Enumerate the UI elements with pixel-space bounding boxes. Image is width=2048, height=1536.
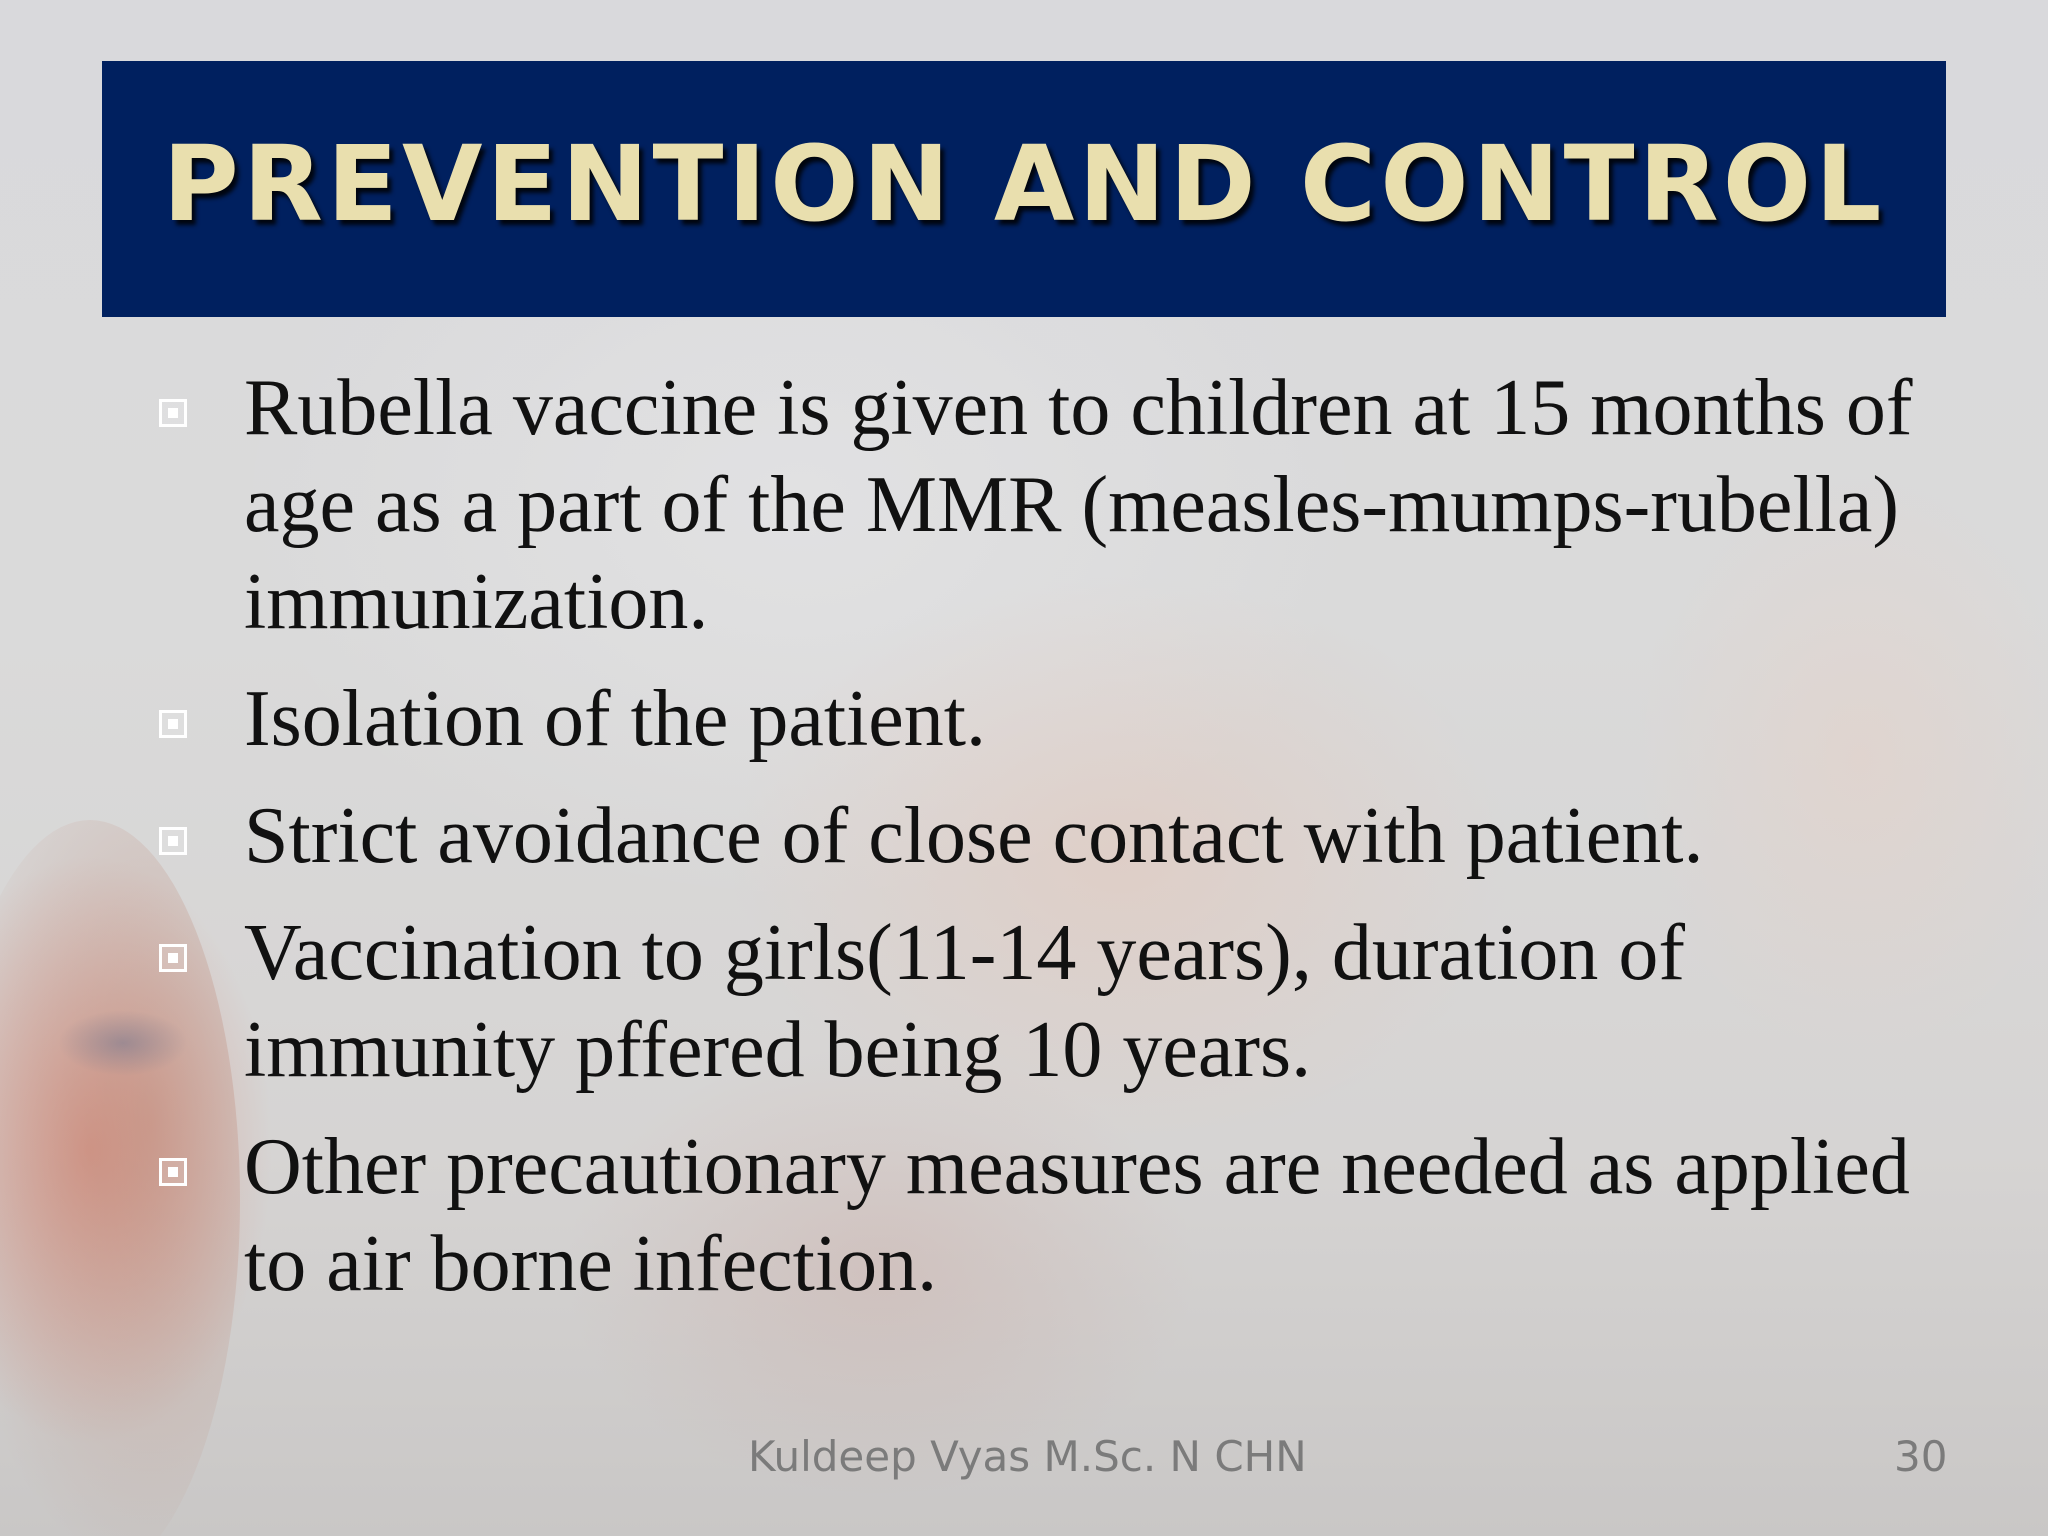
bullet-text: Strict avoidance of close contact with patient. bbox=[244, 792, 1704, 880]
square-bullet-icon bbox=[159, 827, 187, 855]
page-number: 30 bbox=[1894, 1432, 1948, 1481]
bullet-item bbox=[150, 671, 1930, 768]
square-bullet-icon bbox=[159, 944, 187, 972]
bullet-item bbox=[150, 360, 1930, 651]
square-bullet-icon bbox=[159, 1158, 187, 1186]
bullet-text: Vaccination to girls(11-14 years), duration of immunity pffered being 10 years. bbox=[244, 909, 1686, 1094]
bullet-item bbox=[150, 1119, 1930, 1313]
slide-title: PREVENTION AND CONTROL bbox=[162, 123, 1886, 245]
bullet-item bbox=[150, 905, 1930, 1099]
square-bullet-icon bbox=[159, 710, 187, 738]
title-bar bbox=[102, 61, 1946, 317]
footer-author: Kuldeep Vyas M.Sc. N CHN bbox=[748, 1432, 1307, 1481]
bullet-text: Other precautionary measures are needed as applied to air borne infection. bbox=[244, 1123, 1910, 1308]
bullet-item bbox=[150, 788, 1930, 885]
bullet-text: Isolation of the patient. bbox=[244, 675, 987, 763]
bullet-text: Rubella vaccine is given to children at 15 months of age as a part of the MMR (measles-mumps-rubella) immunization. bbox=[244, 364, 1913, 646]
bullet-list bbox=[150, 360, 1930, 1333]
square-bullet-icon bbox=[159, 399, 187, 427]
